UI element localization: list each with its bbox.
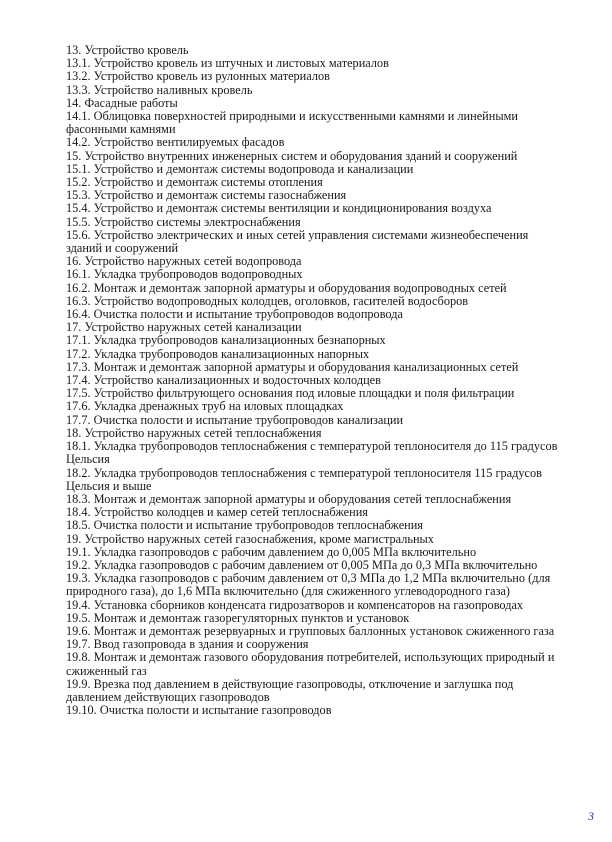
list-item: 17.3. Монтаж и демонтаж запорной арматуры и оборудования канализационных сетей — [66, 359, 519, 374]
list-item: 13.1. Устройство кровель из штучных и листовых материалов — [66, 56, 389, 71]
list-item: 19.5. Монтаж и демонтаж газорегуляторных пунктов и установок — [66, 610, 410, 625]
list-item: 16.2. Монтаж и демонтаж запорной арматуры и оборудования водопроводных сетей — [66, 280, 507, 295]
list-item: 15. Устройство внутренних инженерных систем и оборудования зданий и сооружений — [66, 148, 518, 163]
list-item: 17. Устройство наружных сетей канализации — [66, 320, 302, 335]
list-item: 17.7. Очистка полости и испытание трубопроводов канализации — [66, 412, 404, 427]
list-item: 17.2. Укладка трубопроводов канализационных напорных — [66, 346, 370, 361]
list-item: 19.3. Укладка газопроводов с рабочим давлением от 0,3 МПа до 1,2 МПа включительно (для природного газа), до 1,6 МПа включительно (для сжиженного углеводородного газа) — [66, 571, 551, 599]
list-item: 18.4. Устройство колодцев и камер сетей теплоснабжения — [66, 505, 368, 520]
list-item: 14.1. Облицовка поверхностей природными и искусственными камнями и линейными фасонными камнями — [66, 109, 518, 137]
list-item: 15.3. Устройство и демонтаж системы газоснабжения — [66, 188, 347, 203]
list-item: 16. Устройство наружных сетей водопровода — [66, 254, 302, 269]
list-item: 17.4. Устройство канализационных и водосточных колодцев — [66, 373, 381, 388]
list-item: 17.5. Устройство фильтрующего основания под иловые площадки и поля фильтрации — [66, 386, 515, 401]
list-item: 15.1. Устройство и демонтаж системы водопровода и канализации — [66, 161, 414, 176]
list-item: 15.2. Устройство и демонтаж системы отопления — [66, 175, 323, 190]
list-item: 18.3. Монтаж и демонтаж запорной арматуры и оборудования сетей теплоснабжения — [66, 491, 512, 506]
list-item: 14.2. Устройство вентилируемых фасадов — [66, 135, 285, 150]
list-item: 18.2. Укладка трубопроводов теплоснабжения с температурой теплоносителя 115 градусов Цельсия и выше — [66, 465, 542, 493]
list-item: 15.5. Устройство системы электроснабжения — [66, 214, 301, 229]
list-item: 19.8. Монтаж и демонтаж газового оборудования потребителей, использующих природный и сжиженный газ — [66, 650, 555, 678]
list-item: 19.1. Укладка газопроводов с рабочим давлением до 0,005 МПа включительно — [66, 544, 477, 559]
list-item: 17.6. Укладка дренажных труб на иловых площадках — [66, 399, 344, 414]
list-item: 16.1. Укладка трубопроводов водопроводных — [66, 267, 303, 282]
list-item: 16.3. Устройство водопроводных колодцев, оголовков, гасителей водосборов — [66, 293, 469, 308]
list-item: 13. Устройство кровель — [66, 43, 189, 57]
document-body — [66, 44, 566, 717]
list-item: 19. Устройство наружных сетей газоснабжения, кроме магистральных — [66, 531, 434, 546]
list-item: 16.4. Очистка полости и испытание трубопроводов водопровода — [66, 307, 403, 322]
list-item: 19.2. Укладка газопроводов с рабочим давлением от 0,005 МПа до 0,3 МПа включительно — [66, 557, 538, 572]
list-item: 15.6. Устройство электрических и иных сетей управления системами жизнеобеспечения зданий и сооружений — [66, 227, 529, 256]
list-item: 14. Фасадные работы — [66, 95, 178, 110]
list-item: 19.7. Ввод газопровода в здания и сооружения — [66, 637, 309, 652]
list-item: 19.10. Очистка полости и испытание газопроводов — [66, 703, 332, 718]
list-item: 18.1. Укладка трубопроводов теплоснабжения с температурой теплоносителя до 115 градусов Цельсия — [66, 439, 558, 467]
list-item: 13.2. Устройство кровель из рулонных материалов — [66, 69, 330, 84]
list-item: 19.6. Монтаж и демонтаж резервуарных и групповых баллонных установок сжиженного газа — [66, 623, 555, 638]
list-item: 18. Устройство наружных сетей теплоснабжения — [66, 425, 322, 440]
page-number: 3 — [588, 809, 594, 823]
list-item: 13.3. Устройство наливных кровель — [66, 82, 253, 97]
list-item: 15.4. Устройство и демонтаж системы вентиляции и кондиционирования воздуха — [66, 201, 492, 216]
list-item: 19.4. Установка сборников конденсата гидрозатворов и компенсаторов на газопроводах — [66, 597, 524, 612]
list-item: 19.9. Врезка под давлением в действующие газопроводы, отключение и заглушка под давлением действующих газопроводов — [66, 676, 514, 704]
list-item: 17.1. Укладка трубопроводов канализационных безнапорных — [66, 333, 386, 348]
list-item: 18.5. Очистка полости и испытание трубопроводов теплоснабжения — [66, 518, 423, 533]
